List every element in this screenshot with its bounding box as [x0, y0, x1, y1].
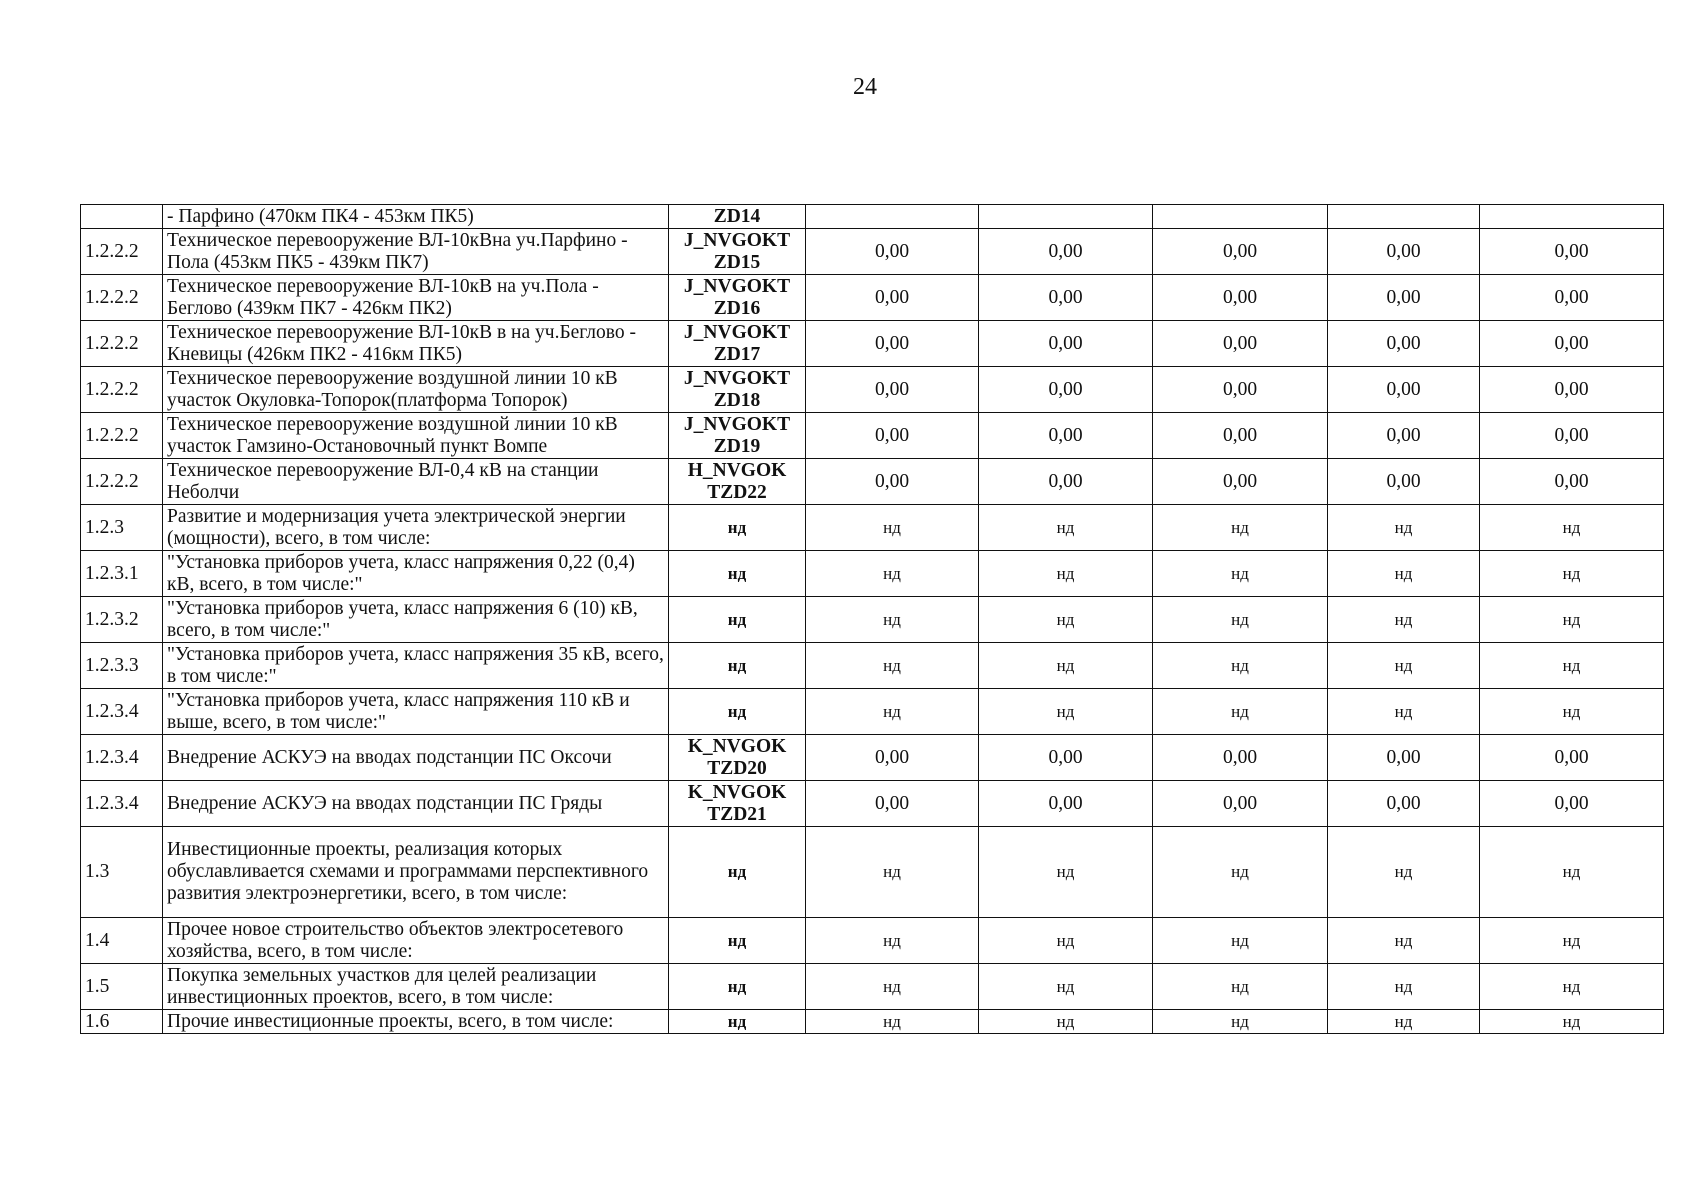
value-cell: нд	[1328, 643, 1480, 689]
table-row	[81, 735, 1664, 781]
value-cell: 0,00	[1328, 367, 1480, 413]
value-cell: нд	[1328, 505, 1480, 551]
value-cell: нд	[1328, 1010, 1480, 1034]
description-cell: Прочее новое строительство объектов электросетевого хозяйства, всего, в том числе:	[163, 918, 669, 964]
row-number-cell: 1.4	[81, 918, 163, 964]
value-cell: нд	[1480, 597, 1664, 643]
value-cell: нд	[1480, 964, 1664, 1010]
row-number-cell: 1.2.3	[81, 505, 163, 551]
description-cell: Внедрение АСКУЭ на вводах подстанции ПС Гряды	[163, 781, 669, 827]
value-cell: нд	[806, 964, 979, 1010]
row-number-cell: 1.2.3.4	[81, 781, 163, 827]
value-cell: 0,00	[806, 367, 979, 413]
description-cell: "Установка приборов учета, класс напряжения 6 (10) кВ, всего, в том числе:"	[163, 597, 669, 643]
value-cell: нд	[1328, 597, 1480, 643]
value-cell: 0,00	[1480, 321, 1664, 367]
value-cell: нд	[1153, 827, 1328, 918]
investment-table	[80, 204, 1664, 1034]
table-row	[81, 964, 1664, 1010]
value-cell: 0,00	[1153, 367, 1328, 413]
description-cell: Техническое перевооружение ВЛ-10кВ в на уч.Беглово - Кневицы (426км ПК2 - 416км ПК5)	[163, 321, 669, 367]
value-cell: 0,00	[1480, 367, 1664, 413]
table-row	[81, 918, 1664, 964]
project-code-cell: J_NVGOKT ZD18	[669, 367, 806, 413]
value-cell: нд	[806, 643, 979, 689]
table-row	[81, 321, 1664, 367]
value-cell: 0,00	[1153, 459, 1328, 505]
value-cell	[1328, 205, 1480, 229]
value-cell: 0,00	[979, 321, 1153, 367]
value-cell: 0,00	[806, 275, 979, 321]
value-cell: нд	[1480, 1010, 1664, 1034]
value-cell: 0,00	[1153, 735, 1328, 781]
project-code-cell: нд	[669, 918, 806, 964]
value-cell	[979, 205, 1153, 229]
value-cell: 0,00	[1480, 275, 1664, 321]
value-cell: нд	[806, 551, 979, 597]
project-code-cell: нд	[669, 689, 806, 735]
row-number-cell: 1.2.2.2	[81, 459, 163, 505]
description-cell: "Установка приборов учета, класс напряжения 110 кВ и выше, всего, в том числе:"	[163, 689, 669, 735]
value-cell: нд	[1328, 551, 1480, 597]
value-cell: нд	[1153, 597, 1328, 643]
value-cell: 0,00	[1480, 781, 1664, 827]
row-number-cell: 1.6	[81, 1010, 163, 1034]
project-code-cell: ZD14	[669, 205, 806, 229]
value-cell: 0,00	[979, 367, 1153, 413]
value-cell: 0,00	[1153, 781, 1328, 827]
value-cell: нд	[806, 689, 979, 735]
value-cell: нд	[979, 505, 1153, 551]
value-cell: 0,00	[1328, 229, 1480, 275]
table-row	[81, 1010, 1664, 1034]
value-cell: нд	[1480, 689, 1664, 735]
row-number-cell	[81, 205, 163, 229]
value-cell: нд	[979, 689, 1153, 735]
table-body	[81, 205, 1664, 1034]
value-cell: нд	[979, 1010, 1153, 1034]
value-cell: нд	[1153, 689, 1328, 735]
row-number-cell: 1.2.2.2	[81, 321, 163, 367]
value-cell: 0,00	[1480, 229, 1664, 275]
table-row	[81, 229, 1664, 275]
project-code-cell: нд	[669, 643, 806, 689]
project-code-cell: нд	[669, 597, 806, 643]
value-cell: нд	[806, 1010, 979, 1034]
value-cell: нд	[806, 918, 979, 964]
value-cell: нд	[1153, 1010, 1328, 1034]
description-cell: Покупка земельных участков для целей реализации инвестиционных проектов, всего, в том числе:	[163, 964, 669, 1010]
project-code-cell: K_NVGOK TZD20	[669, 735, 806, 781]
description-cell: Техническое перевооружение воздушной линии 10 кВ участок Гамзино-Остановочный пункт Вомпе	[163, 413, 669, 459]
value-cell: нд	[979, 964, 1153, 1010]
value-cell: 0,00	[806, 321, 979, 367]
description-cell: "Установка приборов учета, класс напряжения 35 кВ, всего, в том числе:"	[163, 643, 669, 689]
value-cell: 0,00	[1328, 413, 1480, 459]
value-cell: нд	[1153, 964, 1328, 1010]
table-row	[81, 205, 1664, 229]
description-cell: Прочие инвестиционные проекты, всего, в том числе:	[163, 1010, 669, 1034]
description-cell: Внедрение АСКУЭ на вводах подстанции ПС Оксочи	[163, 735, 669, 781]
row-number-cell: 1.2.3.3	[81, 643, 163, 689]
value-cell: нд	[979, 827, 1153, 918]
value-cell: нд	[1153, 643, 1328, 689]
value-cell: 0,00	[979, 781, 1153, 827]
value-cell: нд	[1480, 505, 1664, 551]
row-number-cell: 1.2.3.4	[81, 689, 163, 735]
row-number-cell: 1.2.2.2	[81, 275, 163, 321]
description-cell: Техническое перевооружение ВЛ-0,4 кВ на станции Неболчи	[163, 459, 669, 505]
value-cell: 0,00	[806, 413, 979, 459]
value-cell: нд	[979, 918, 1153, 964]
description-cell: Инвестиционные проекты, реализация которых обуславливается схемами и программами перспективного развития электроэнергетики, всего, в том числе:	[163, 827, 669, 918]
value-cell: 0,00	[1480, 459, 1664, 505]
table-row	[81, 643, 1664, 689]
table-row	[81, 781, 1664, 827]
table-row	[81, 827, 1664, 918]
value-cell: 0,00	[979, 413, 1153, 459]
table-row	[81, 551, 1664, 597]
value-cell: 0,00	[1328, 275, 1480, 321]
value-cell	[1153, 205, 1328, 229]
description-cell: "Установка приборов учета, класс напряжения 0,22 (0,4) кВ, всего, в том числе:"	[163, 551, 669, 597]
value-cell: нд	[1480, 551, 1664, 597]
project-code-cell: J_NVGOKT ZD19	[669, 413, 806, 459]
row-number-cell: 1.2.3.2	[81, 597, 163, 643]
table-row	[81, 459, 1664, 505]
project-code-cell: нд	[669, 505, 806, 551]
description-cell: Техническое перевооружение ВЛ-10кВ на уч.Пола - Беглово (439км ПК7 - 426км ПК2)	[163, 275, 669, 321]
row-number-cell: 1.2.3.1	[81, 551, 163, 597]
value-cell: 0,00	[979, 459, 1153, 505]
value-cell: нд	[806, 597, 979, 643]
value-cell: нд	[1153, 551, 1328, 597]
value-cell: нд	[1328, 689, 1480, 735]
row-number-cell: 1.2.2.2	[81, 413, 163, 459]
project-code-cell: нд	[669, 827, 806, 918]
row-number-cell: 1.2.2.2	[81, 229, 163, 275]
value-cell: 0,00	[806, 781, 979, 827]
value-cell: 0,00	[1328, 781, 1480, 827]
project-code-cell: J_NVGOKT ZD17	[669, 321, 806, 367]
description-cell: - Парфино (470км ПК4 - 453км ПК5)	[163, 205, 669, 229]
value-cell: 0,00	[1480, 413, 1664, 459]
value-cell: 0,00	[806, 735, 979, 781]
value-cell: нд	[979, 551, 1153, 597]
value-cell: 0,00	[1153, 275, 1328, 321]
project-code-cell: нд	[669, 964, 806, 1010]
value-cell: нд	[806, 827, 979, 918]
value-cell: нд	[1328, 827, 1480, 918]
value-cell	[1480, 205, 1664, 229]
value-cell: нд	[806, 505, 979, 551]
project-code-cell: J_NVGOKT ZD16	[669, 275, 806, 321]
value-cell: 0,00	[1153, 321, 1328, 367]
project-code-cell: K_NVGOK TZD21	[669, 781, 806, 827]
value-cell: 0,00	[979, 275, 1153, 321]
page-number: 24	[853, 74, 877, 100]
value-cell: 0,00	[1328, 321, 1480, 367]
description-cell: Техническое перевооружение воздушной линии 10 кВ участок Окуловка-Топорок(платформа Топорок)	[163, 367, 669, 413]
value-cell: 0,00	[1328, 735, 1480, 781]
value-cell: 0,00	[1153, 229, 1328, 275]
value-cell: нд	[1153, 505, 1328, 551]
value-cell: 0,00	[979, 735, 1153, 781]
value-cell: 0,00	[1480, 735, 1664, 781]
value-cell: нд	[1480, 918, 1664, 964]
value-cell: 0,00	[806, 459, 979, 505]
value-cell: нд	[1153, 918, 1328, 964]
description-cell: Развитие и модернизация учета электрической энергии (мощности), всего, в том числе:	[163, 505, 669, 551]
value-cell: нд	[979, 643, 1153, 689]
project-code-cell: J_NVGOKT ZD15	[669, 229, 806, 275]
table-row	[81, 505, 1664, 551]
value-cell: 0,00	[806, 229, 979, 275]
table-row	[81, 597, 1664, 643]
table-row	[81, 413, 1664, 459]
value-cell: нд	[1480, 643, 1664, 689]
value-cell: 0,00	[979, 229, 1153, 275]
row-number-cell: 1.2.2.2	[81, 367, 163, 413]
description-cell: Техническое перевооружение ВЛ-10кВна уч.Парфино - Пола (453км ПК5 - 439км ПК7)	[163, 229, 669, 275]
table-row	[81, 367, 1664, 413]
value-cell: нд	[1480, 827, 1664, 918]
row-number-cell: 1.3	[81, 827, 163, 918]
value-cell: нд	[1328, 918, 1480, 964]
row-number-cell: 1.2.3.4	[81, 735, 163, 781]
value-cell: 0,00	[1328, 459, 1480, 505]
value-cell: нд	[979, 597, 1153, 643]
value-cell	[806, 205, 979, 229]
project-code-cell: H_NVGOK TZD22	[669, 459, 806, 505]
project-code-cell: нд	[669, 551, 806, 597]
value-cell: нд	[1328, 964, 1480, 1010]
value-cell: 0,00	[1153, 413, 1328, 459]
project-code-cell: нд	[669, 1010, 806, 1034]
table-row	[81, 689, 1664, 735]
table-row	[81, 275, 1664, 321]
row-number-cell: 1.5	[81, 964, 163, 1010]
